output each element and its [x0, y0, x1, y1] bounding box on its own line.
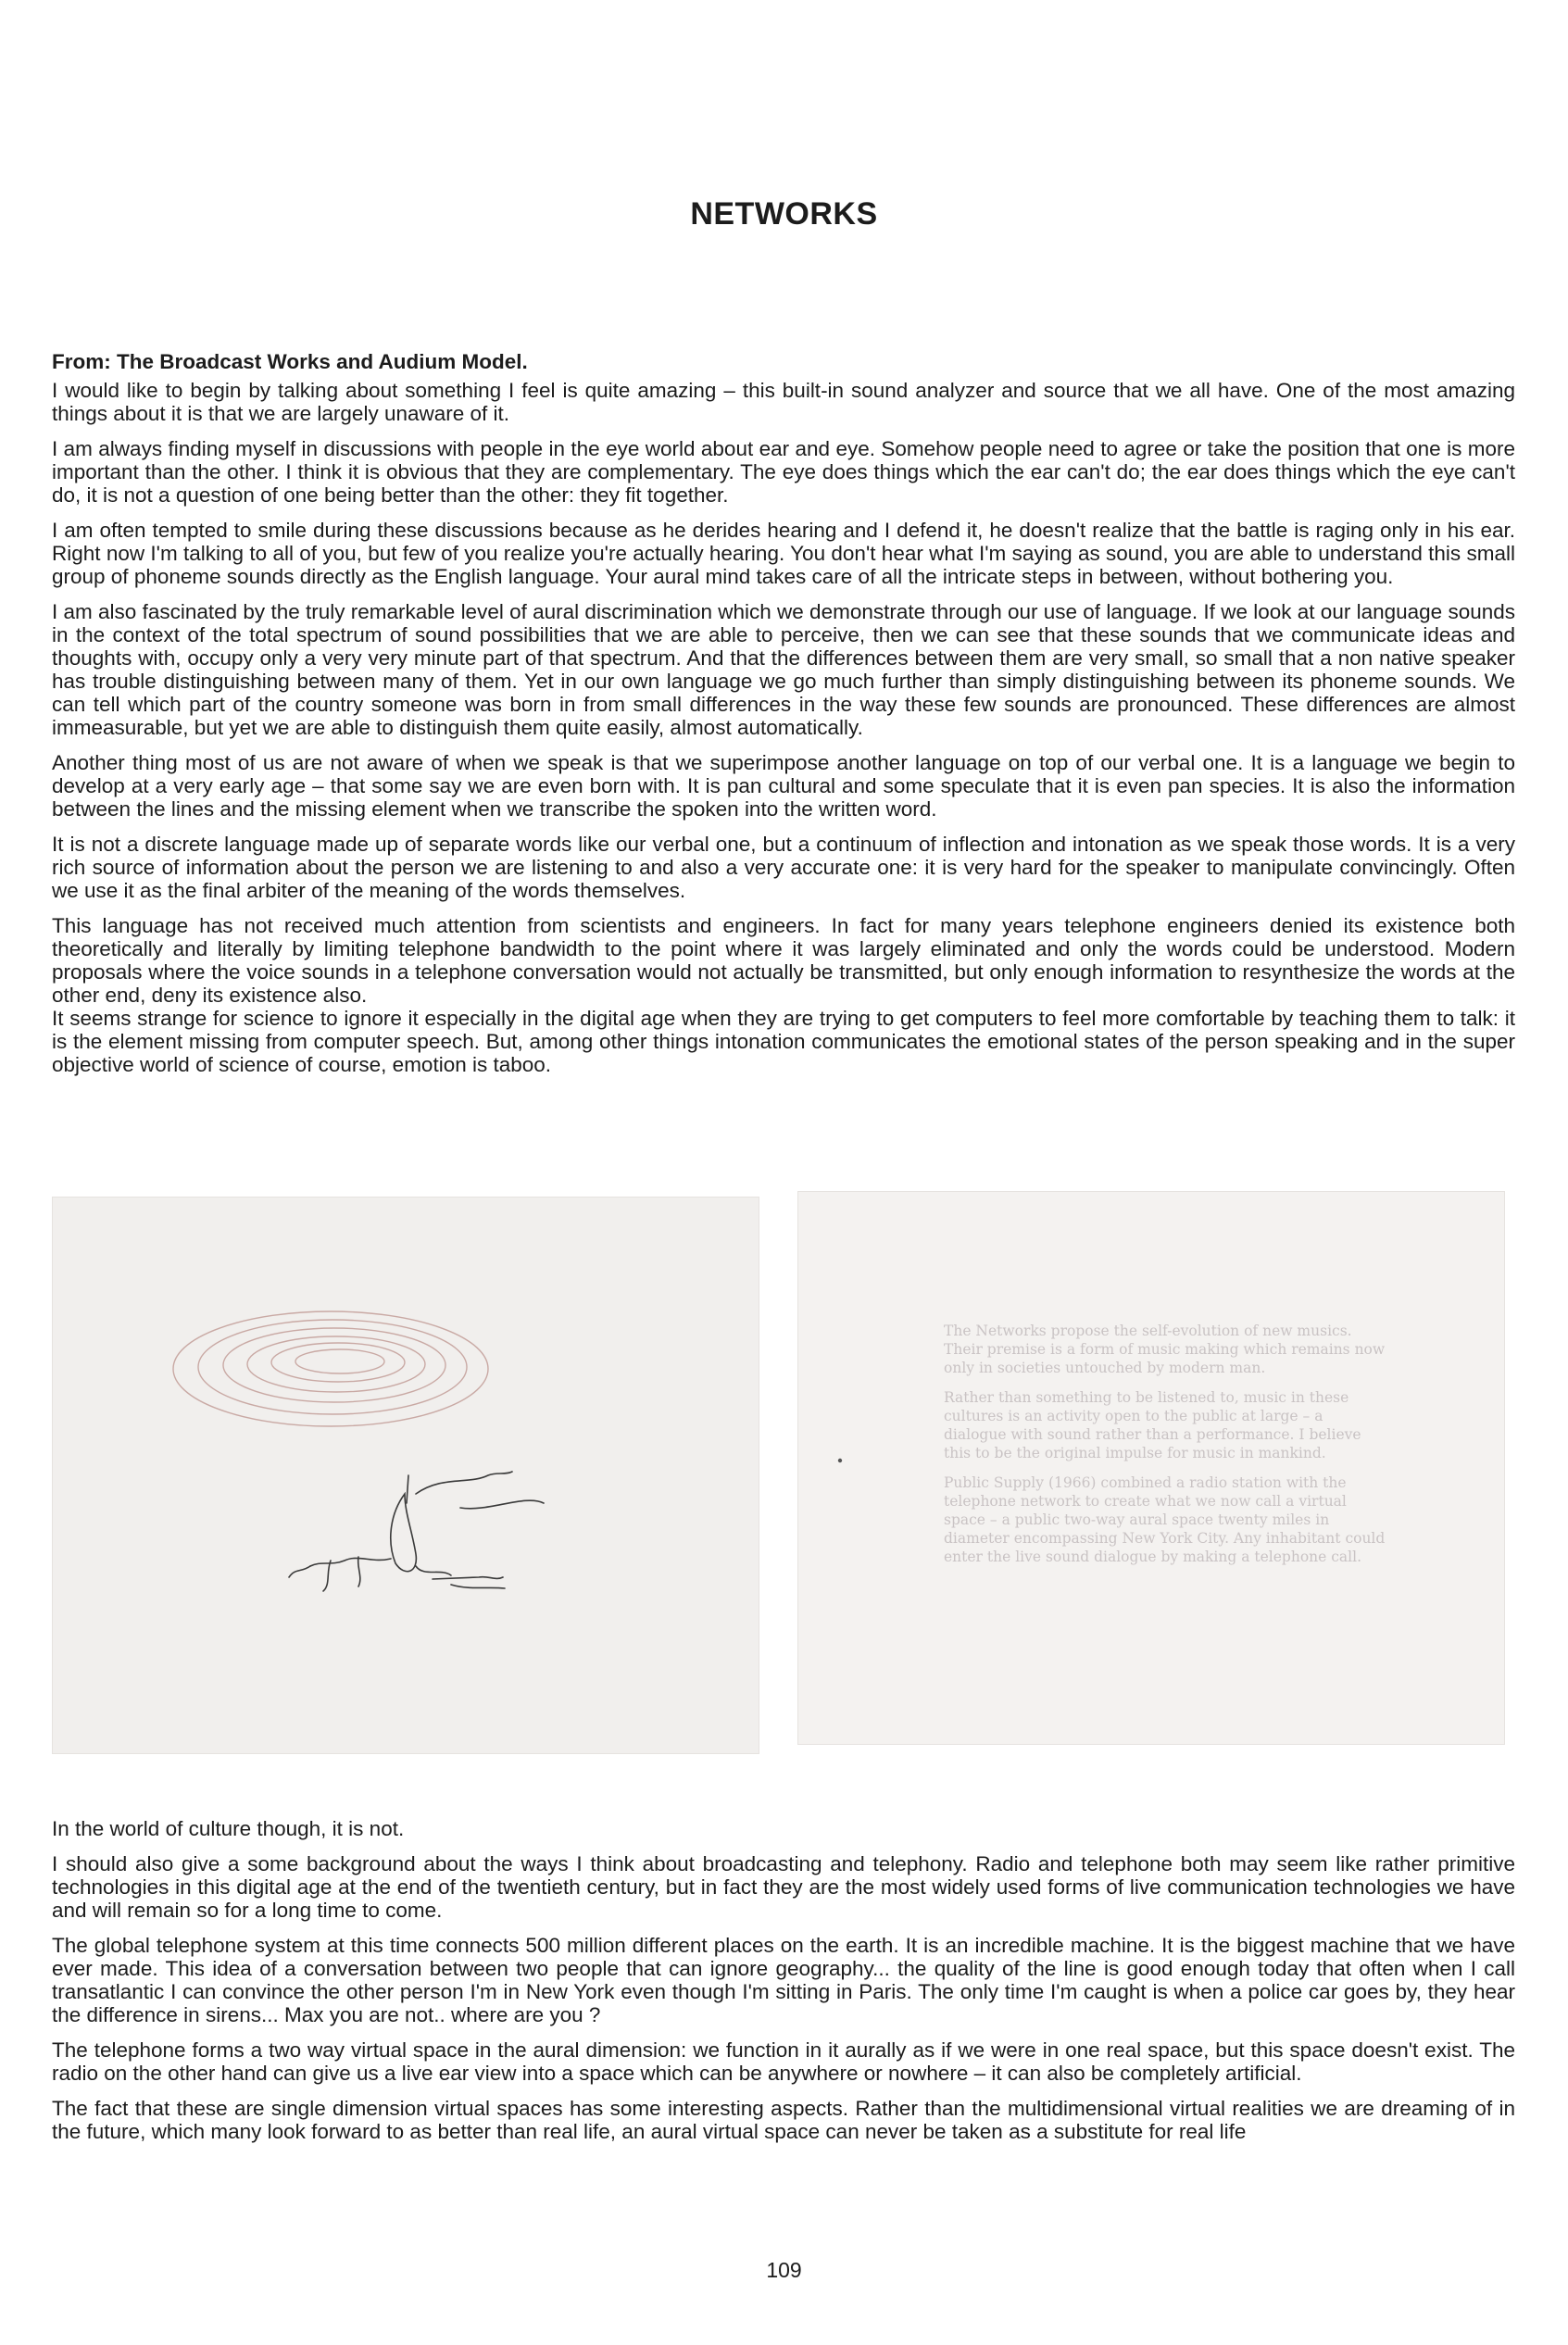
- ripple-drawing-figure: [52, 1197, 759, 1754]
- paragraph: This language has not received much attention from scientists and engineers. In fact for many years telephone engineers denied its existence both theoretically and literally by limiting telephone bandwidth to the point where it was largely eliminated and only the words could be understood. Modern proposals where the voice sounds in a telephone conversation would not actually be transmitted, but only enough information to resynthesize the words at the other end, deny its existence also.: [52, 914, 1515, 1007]
- paragraph: I should also give a some background about the ways I think about broadcasting and telephony. Radio and telephone both may seem like rather primitive technologies in this digital age at the end of the twentieth century, but in fact they are the most widely used forms of live communication technologies we have and will remain so for a long time to come.: [52, 1852, 1515, 1922]
- page-number: 109: [766, 2258, 802, 2282]
- body-text-bottom: [52, 1817, 1515, 2155]
- paragraph: I am also fascinated by the truly remarkable level of aural discrimination which we demonstrate through our use of language. If we look at our language sounds in the context of the total spectrum of sound possibilities that we are able to perceive, then we can see that these sounds that we communicate ideas and thoughts with, occupy only a very very minute part of that spectrum. And that the differences between them are very small, so small that a non native speaker has trouble distinguishing between many of them. Yet in our own language we go much further than simply distinguishing between its phoneme sounds. We can tell which part of the country someone was born in from small differences in the way these few sounds are pronounced. These differences are almost immeasurable, but yet we are able to distinguish them quite easily, almost automatically.: [52, 600, 1515, 739]
- paragraph: I would like to begin by talking about something I feel is quite amazing – this built-in sound analyzer and source that we all have. One of the most amazing things about it is that we are largely unaware of it.: [52, 379, 1515, 425]
- paragraph: The fact that these are single dimension virtual spaces has some interesting aspects. Rather than the multidimensional virtual realities we are dreaming of in the future, which many look forward to as better than real life, an aural virtual space can never be taken as a substitute for real life: [52, 2097, 1515, 2143]
- figure-paragraph: The Networks propose the self-evolution of new musics. Their premise is a form of music making which remains now only in societies untouched by modern man.: [944, 1323, 1386, 1376]
- paragraph: It seems strange for science to ignore it especially in the digital age when they are trying to get computers to feel more comfortable by teaching them to talk: it is the element missing from computer speech. But, among other things intonation communicates the emotional states of the person speaking and in the super objective world of science of course, emotion is taboo.: [52, 1007, 1515, 1076]
- paragraph: The global telephone system at this time connects 500 million different places on the earth. It is an incredible machine. It is the biggest machine that we have ever made. This idea of a conversation between two people that can ignore geography... the quality of the line is good enough today that often when I call transatlantic I can convince the other person I'm in New York even though I'm sitting in Paris. The only time I'm caught is when a police car goes by, they hear the difference in sirens... Max you are not.. where are you ?: [52, 1934, 1515, 2026]
- text-card-figure: [797, 1191, 1505, 1745]
- dot-mark: [838, 1459, 842, 1462]
- figure-caption-text: [944, 1322, 1388, 1577]
- paragraph: It is not a discrete language made up of separate words like our verbal one, but a continuum of inflection and intonation as we speak those words. It is a very rich source of information about the person we are listening to and also a very accurate one: it is very hard for the speaker to manipulate convincingly. Often we use it as the final arbiter of the meaning of the words themselves.: [52, 833, 1515, 902]
- paragraph: In the world of culture though, it is not.: [52, 1817, 405, 1840]
- ripple-drawing: [53, 1198, 759, 1753]
- paragraph: The telephone forms a two way virtual space in the aural dimension: we function in it aurally as if we were in one real space, but this space doesn't exist. The radio on the other hand can give us a live ear view into a space which can be anywhere or nowhere – it can also be completely artificial.: [52, 2038, 1515, 2085]
- body-text-top: [52, 350, 1515, 1088]
- subheading: From: The Broadcast Works and Audium Model.: [52, 350, 528, 373]
- page-title: NETWORKS: [690, 196, 878, 232]
- figure-paragraph: Public Supply (1966) combined a radio station with the telephone network to create what we now call a virtual space – a public two-way aural space twenty miles in diameter encompassing New York City. Any inhabitant could enter the live sound dialogue by making a telephone call.: [944, 1474, 1386, 1565]
- paragraph: I am always finding myself in discussions with people in the eye world about ear and eye. Somehow people need to agree or take the position that one is more important than the other. I think it is obvious that they are complementary. The eye does things which the ear can't do; the ear does things which the eye can't do, it is not a question of one being better than the other: they fit together.: [52, 437, 1515, 507]
- figure-paragraph: Rather than something to be listened to, music in these cultures is an activity open to the public at large – a dialogue with sound rather than a performance. I believe this to be the original impulse for music in mankind.: [944, 1389, 1361, 1461]
- paragraph: Another thing most of us are not aware of when we speak is that we superimpose another language on top of our verbal one. It is a language we begin to develop at a very early age – that some say we are even born with. It is pan cultural and some speculate that it is even pan species. It is also the information between the lines and the missing element when we transcribe the spoken into the written word.: [52, 751, 1515, 821]
- paragraph: I am often tempted to smile during these discussions because as he derides hearing and I defend it, he doesn't realize that the battle is raging only in his ear. Right now I'm talking to all of you, but few of you realize you're actually hearing. You don't hear what I'm saying as sound, you are able to understand this small group of phoneme sounds directly as the English language. Your aural mind takes care of all the intricate steps in between, without bothering you.: [52, 519, 1515, 588]
